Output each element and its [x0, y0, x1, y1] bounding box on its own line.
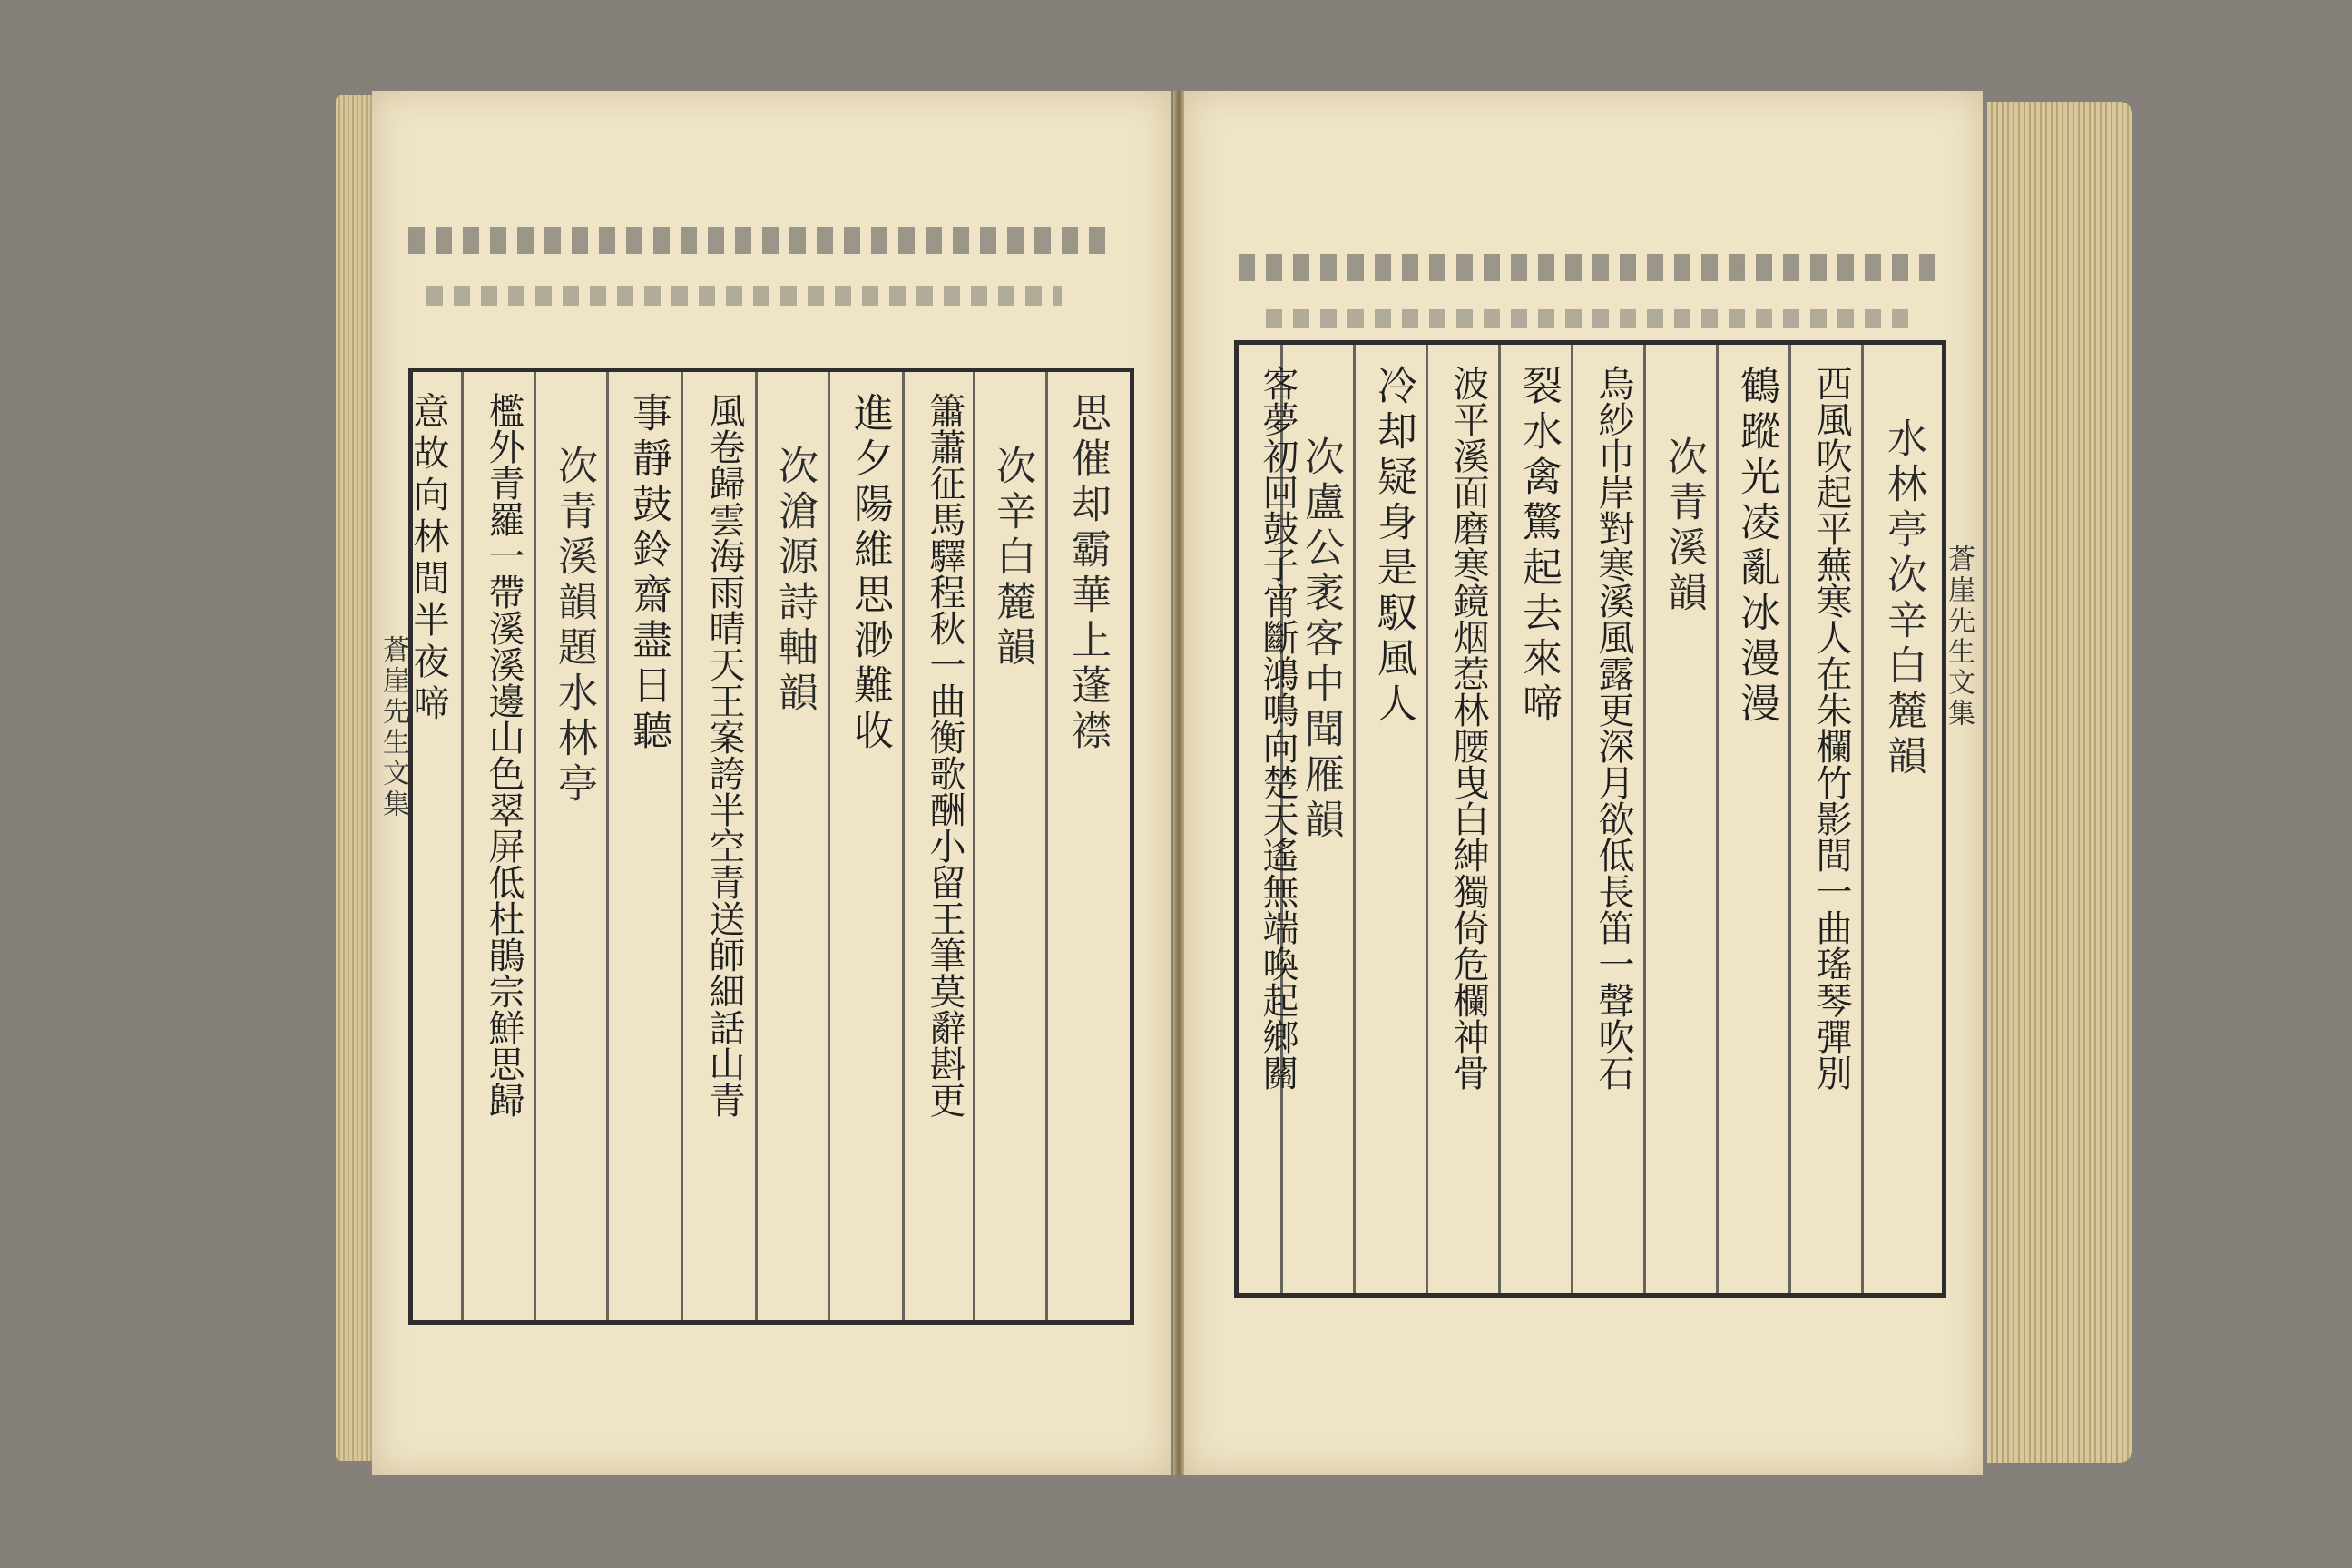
show-through-print [408, 227, 1116, 254]
text-column: 鶴蹤光凌亂冰漫漫 [1733, 365, 1779, 728]
text-column: 思催却霸華上蓬襟 [1064, 392, 1111, 755]
text-column: 烏紗巾岸對寒溪風露更深月欲低長笛一聲吹石 [1592, 365, 1634, 1091]
open-book [363, 91, 1996, 1475]
margin-label: 蒼崖先生文集 [377, 635, 409, 820]
text-column: 冷却疑身是馭風人 [1370, 365, 1416, 728]
show-through-print [1239, 254, 1946, 281]
text-column: 客夢初回鼓子宵斷鴻鳴向楚天遙無端喚起鄉關 [1257, 365, 1298, 1091]
text-column: 水林亭次辛白麓韻 [1880, 417, 1926, 780]
left-page [372, 91, 1171, 1475]
text-column: 西風吹起平蕪寒人在朱欄竹影間一曲瑤琴彈別 [1810, 365, 1852, 1091]
margin-label: 蒼崖先生文集 [1943, 544, 1975, 730]
show-through-print [1266, 309, 1919, 328]
text-column: 次滄源詩軸韻 [771, 445, 818, 717]
right-page [1184, 91, 1983, 1475]
right-fore-edge [1987, 102, 2132, 1463]
text-column: 檻外青羅一帶溪溪邊山色翠屏低杜鵑宗鮮思歸 [483, 392, 524, 1118]
text-column: 事靜鼓鈴齋盡日聽 [625, 392, 671, 755]
text-frame [1234, 340, 1946, 1298]
text-column: 風卷歸雲海雨晴天王案誇半空青送師細話山青 [703, 392, 745, 1118]
text-column: 進夕陽維思渺難收 [847, 392, 893, 755]
book-gutter [1173, 91, 1184, 1475]
text-column: 意故向林間半夜啼 [407, 392, 449, 726]
text-frame [408, 368, 1134, 1325]
show-through-print [426, 286, 1062, 306]
text-column: 次青溪韻題水林亭 [551, 445, 597, 808]
text-column: 次盧公袤客中聞雁韻 [1298, 436, 1344, 844]
text-column: 次青溪韻 [1661, 436, 1707, 617]
text-column: 簫蕭征馬驛程秋一曲衡歌酬小留王筆莫辭斟更 [924, 392, 965, 1118]
text-column: 裂水禽驚起去來啼 [1515, 365, 1562, 728]
text-column: 次辛白麓韻 [989, 445, 1035, 671]
text-column: 波平溪面磨寒鏡烟惹林腰曳白紳獨倚危欄神骨 [1447, 365, 1489, 1091]
